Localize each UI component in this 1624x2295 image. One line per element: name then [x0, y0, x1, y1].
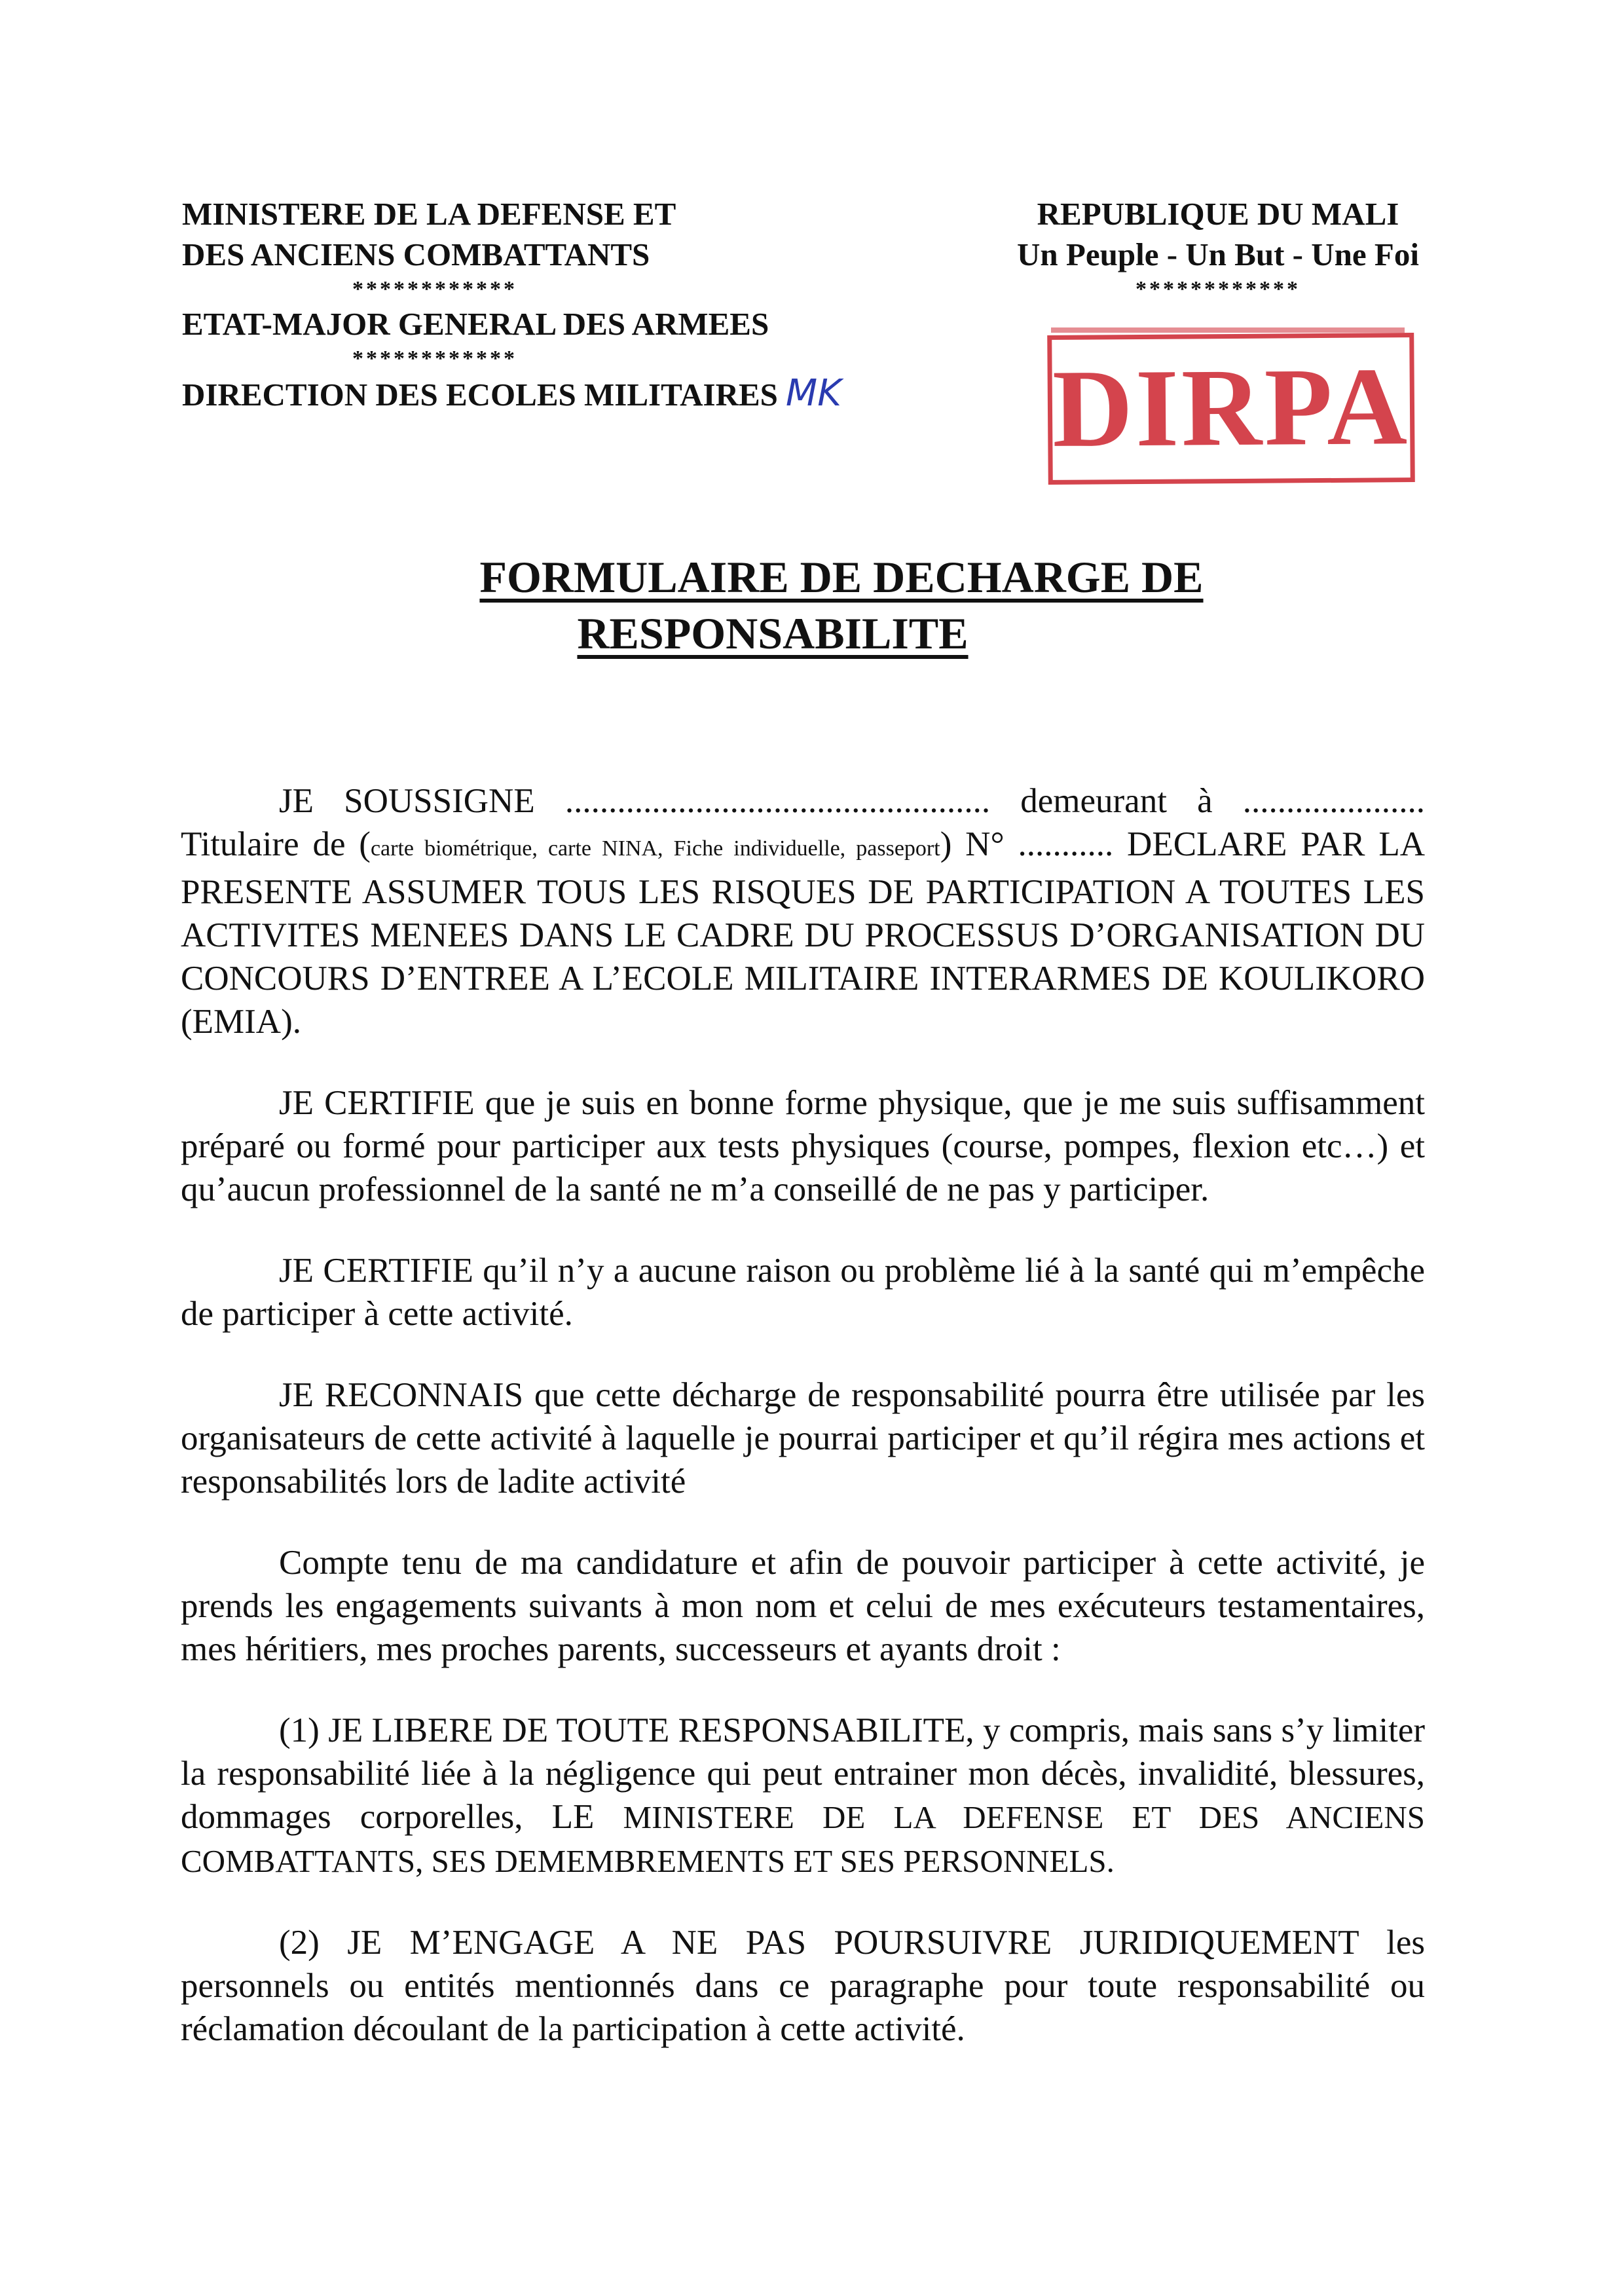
- release-text: (1) JE LIBERE DE TOUTE RESPONSABILITE, y compris, mais sans s’y limiter la responsabilité liée à la négligence qui peut entrainer mon décès, invalidité, blessures, dommages corporelles, LE: [181, 1711, 1425, 1836]
- id-document-types: carte biométrique, carte NINA, Fiche individuelle, passeport: [370, 836, 940, 861]
- header-right: [982, 194, 1454, 304]
- document-title: [0, 549, 1624, 662]
- declaration-text-a: JE SOUSSIGNE ................................................. demeurant à ..................... Titulaire de (: [181, 782, 1425, 863]
- separator-stars: ************: [352, 346, 517, 371]
- paragraph-acknowledge: JE RECONNAIS que cette décharge de responsabilité pourra être utilisée par les organisateurs de cette activité à laquelle je pourrai participer et qu’il régira mes actions et responsabilités lors de ladite activité: [181, 1376, 1425, 1501]
- declaration-text-b: ) N° ........... DECLARE PAR LA PRESENTE ASSUMER TOUS LES RISQUES DE PARTICIPATION A TOUTES LES ACTIVITES MENEES DANS LE CADRE DU PROCESSUS D’ORGANISATION DU CONCOURS D’ENTREE A L’ECOLE MILITAIRE INTERARMES DE KOULIKORO (EMIA).: [181, 825, 1425, 1041]
- document-body: [181, 779, 1425, 2089]
- paragraph-commitments: Compte tenu de ma candidature et afin de pouvoir participer à cette activité, je prends les engagements suivants à mon nom et celui de mes exécuteurs testamentaires, mes héritiers, mes proches parents, successeurs et ayants droit :: [181, 1544, 1425, 1668]
- title-line1: FORMULAIRE DE DECHARGE DE: [479, 552, 1204, 602]
- paragraph-release: [181, 1709, 1425, 1883]
- stamp-ink-bar: [1051, 327, 1405, 333]
- motto-line: Un Peuple - Un But - Une Foi: [1017, 236, 1419, 272]
- release-entities: MINISTERE DE LA DEFENSE ET DES ANCIENS COMBATTANTS, SES DEMEMBREMENTS ET SES PERSONNELS.: [181, 1799, 1425, 1879]
- paragraph-certify-no-problem: JE CERTIFIE qu’il n’y a aucune raison ou problème lié à la santé qui m’empêche de participer à cette activité.: [181, 1252, 1425, 1333]
- ministry-line2: DES ANCIENS COMBATTANTS: [182, 236, 650, 272]
- paragraph-declaration: [181, 779, 1425, 1043]
- title-line2: RESPONSABILITE: [577, 608, 969, 658]
- paragraph-certify-health: JE CERTIFIE que je suis en bonne forme physique, que je me suis suffisamment préparé ou formé pour participer aux tests physiques (course, pompes, flexion etc…) et qu’aucun professionnel de la santé ne m’a conseillé de ne pas y participer.: [181, 1084, 1425, 1208]
- ministry-line1: MINISTERE DE LA DEFENSE ET: [182, 196, 676, 232]
- separator-stars: ************: [1135, 277, 1301, 301]
- header-left: [182, 194, 876, 415]
- separator-stars: ************: [352, 277, 517, 301]
- paragraph-no-lawsuit: (2) JE M’ENGAGE A NE PAS POURSUIVRE JURIDIQUEMENT les personnels ou entités mentionnés dans ce paragraphe pour toute responsabilité ou réclamation découlant de la participation à cette activité.: [181, 1924, 1425, 2048]
- etat-major-line: ETAT-MAJOR GENERAL DES ARMEES: [182, 306, 769, 342]
- dirpa-stamp: DIRPA: [1047, 333, 1415, 485]
- republic-line: REPUBLIQUE DU MALI: [1037, 196, 1399, 232]
- direction-text: DIRECTION DES ECOLES MILITAIRES: [182, 377, 778, 413]
- direction-line: [182, 373, 876, 415]
- handwritten-initials: MK: [785, 372, 841, 415]
